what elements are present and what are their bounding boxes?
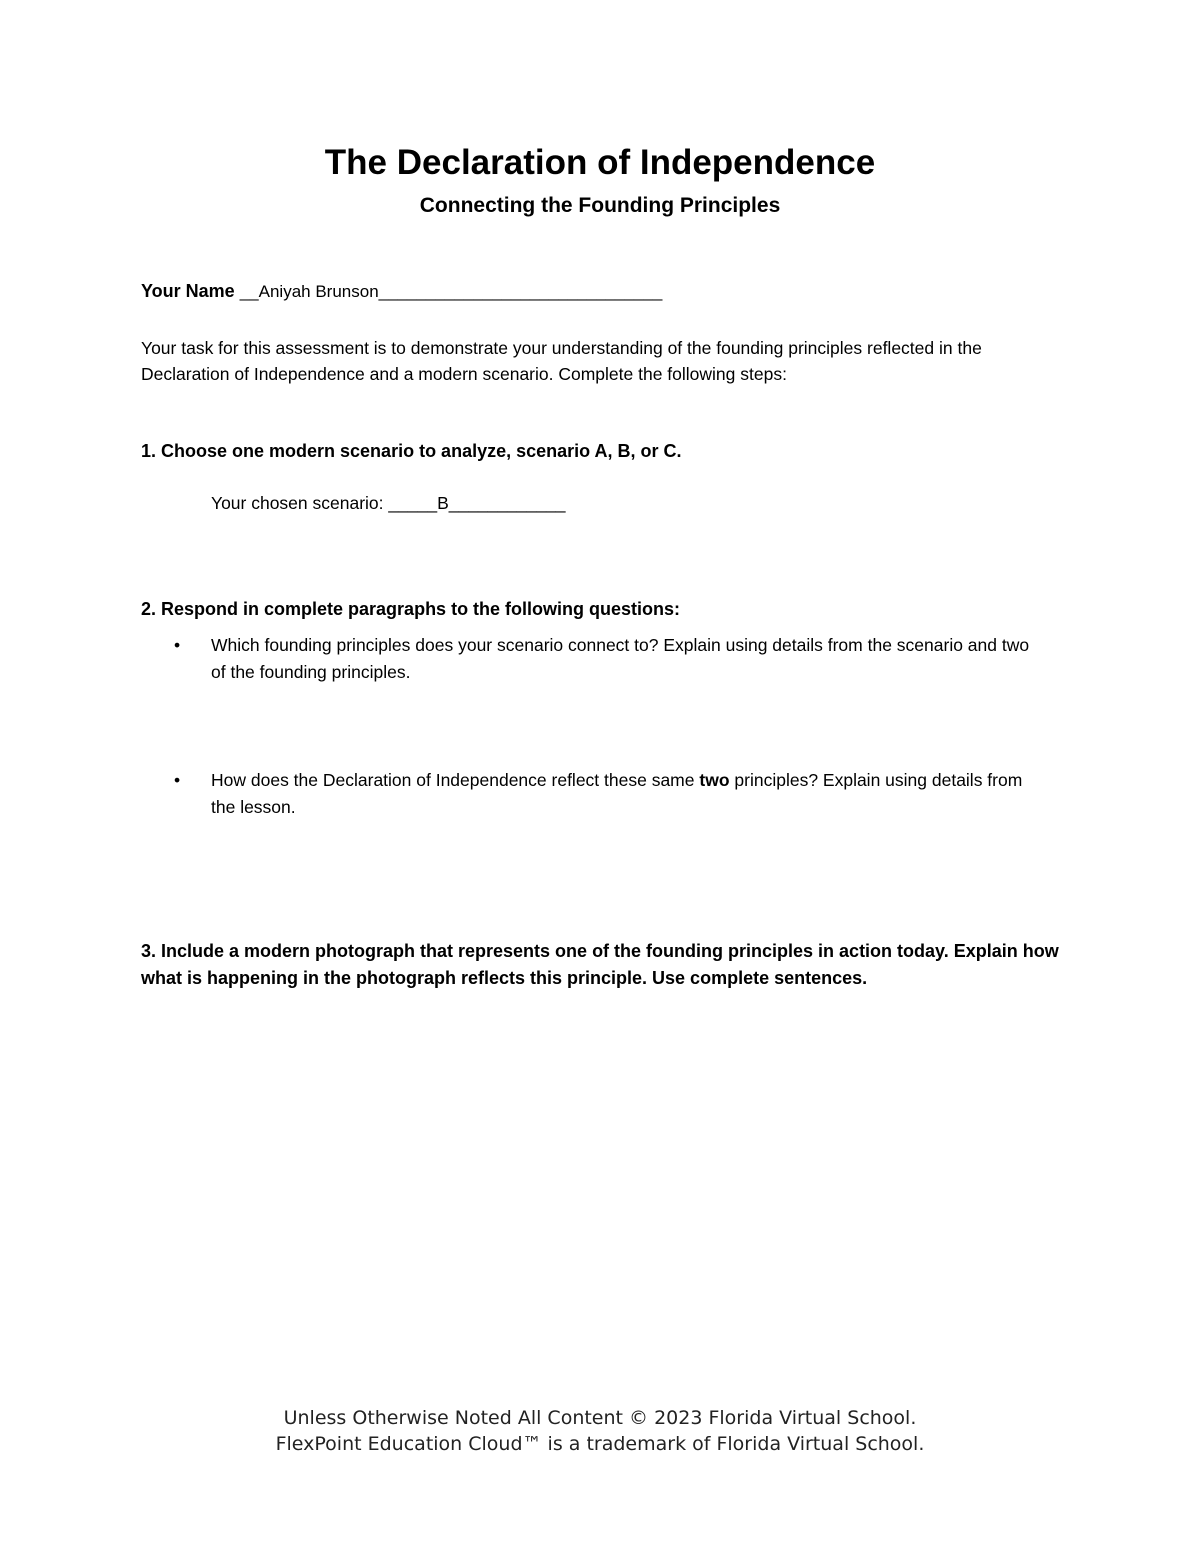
- chosen-scenario-value: _____B____________: [388, 493, 566, 513]
- step-2-heading: 2. Respond in complete paragraphs to the following questions:: [141, 599, 681, 619]
- chosen-scenario-label: Your chosen scenario:: [211, 493, 384, 513]
- question-2-text-start: How does the Declaration of Independence reflect these same: [211, 770, 695, 790]
- bullet-icon: •: [174, 770, 181, 790]
- name-value: __Aniyah Brunson______________________________: [239, 282, 663, 301]
- step-1-heading: 1. Choose one modern scenario to analyze, scenario A, B, or C.: [141, 441, 682, 461]
- footer-line-1: Unless Otherwise Noted All Content © 2023 Florida Virtual School.: [283, 1407, 917, 1429]
- question-2-emphasis: two: [699, 770, 730, 790]
- bullet-icon: •: [174, 635, 181, 655]
- instructions-paragraph: Your task for this assessment is to demonstrate your understanding of the founding principles reflected in the Declaration of Independence and a modern scenario. Complete the following steps:: [141, 338, 982, 384]
- step-3-heading: 3. Include a modern photograph that represents one of the founding principles in action today. Explain how what is happening in the photograph reflects this principle. Use complete sentences.: [141, 941, 1059, 988]
- copyright-footer: [0, 1405, 1200, 1457]
- chosen-scenario-line: [211, 493, 566, 514]
- question-1-text: Which founding principles does your scenario connect to? Explain using details from the scenario and two of the founding principles.: [211, 635, 1030, 682]
- name-label: Your Name: [141, 281, 235, 301]
- question-2-text-end: principles? Explain using details from the lesson.: [211, 770, 1023, 817]
- question-bullet-2: [174, 767, 1034, 821]
- question-2-text: [211, 767, 1034, 821]
- question-bullet-1: [174, 632, 1034, 686]
- footer-line-2: FlexPoint Education Cloud™ is a trademark of Florida Virtual School.: [275, 1433, 925, 1455]
- page-subtitle: Connecting the Founding Principles: [419, 194, 781, 217]
- name-field-line: [141, 281, 662, 302]
- page-title: The Declaration of Independence: [324, 143, 876, 182]
